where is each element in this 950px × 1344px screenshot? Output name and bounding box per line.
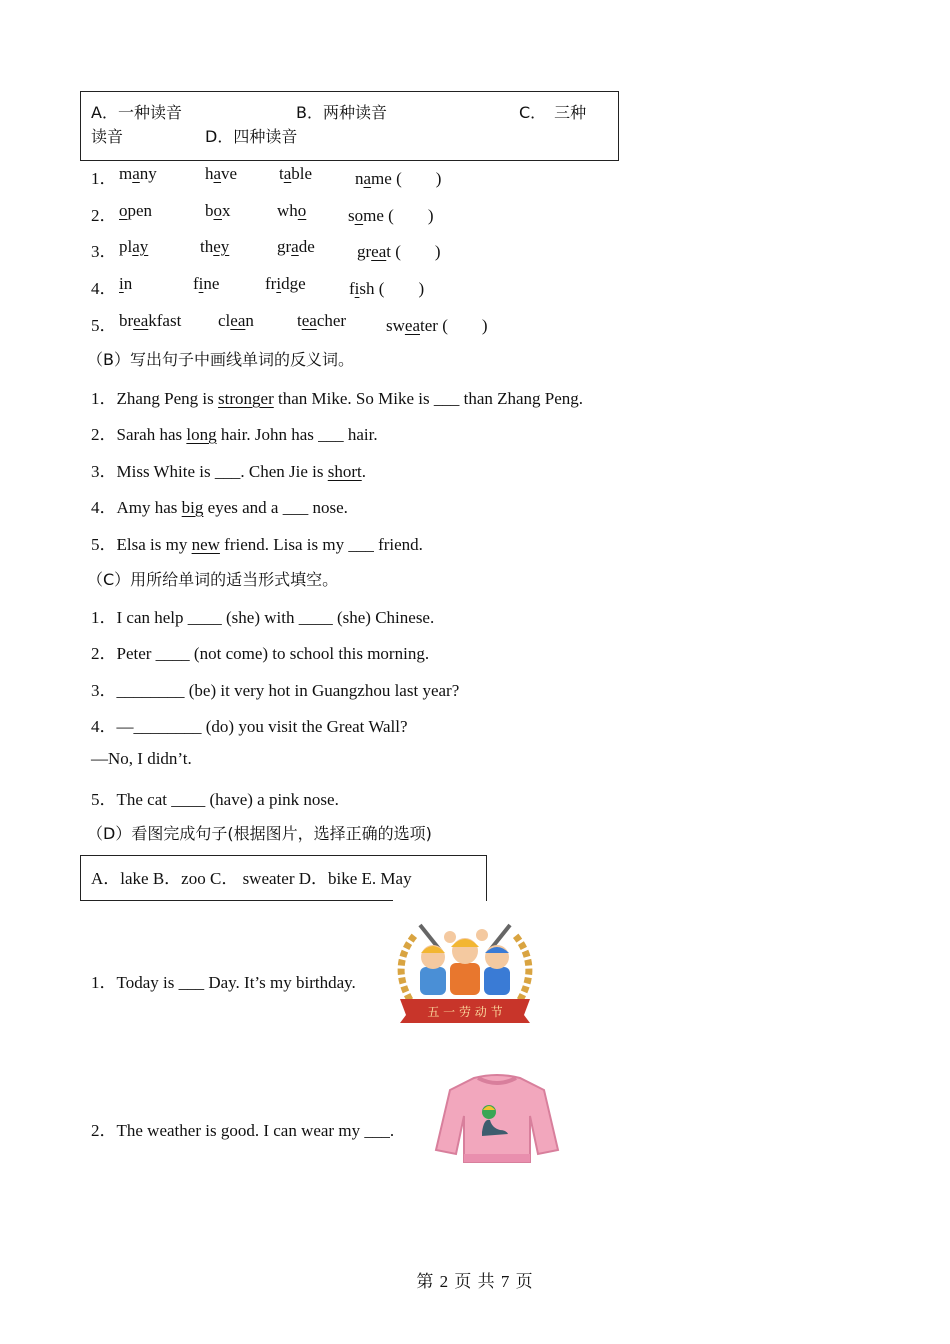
section-c-heading: （C）用所给单词的适当形式填空。 bbox=[87, 570, 339, 589]
phonics-word: box bbox=[205, 201, 231, 220]
phonics-item-number: 4． bbox=[91, 279, 117, 298]
picture-item-2: 2．The weather is good. I can wear my ___. bbox=[91, 1121, 395, 1140]
labor-day-picture bbox=[390, 915, 540, 1027]
phonics-word: fine bbox=[193, 274, 220, 293]
antonym-item: 3．Miss White is ___. Chen Jie is short. bbox=[91, 462, 366, 481]
option-b: B．两种读音 bbox=[296, 103, 387, 122]
phonics-word: fridge bbox=[265, 274, 306, 293]
phonics-word: many bbox=[119, 164, 157, 183]
phonics-word: breakfast bbox=[119, 311, 182, 330]
answer-bracket: ( ) bbox=[383, 206, 434, 225]
phonics-item-number: 1． bbox=[91, 169, 117, 188]
labor-day-banner-text: 五 一 劳 动 节 bbox=[427, 1005, 503, 1019]
picture-item-1: 1．Today is ___ Day. It’s my birthday. bbox=[91, 973, 356, 992]
phonics-word: play bbox=[119, 237, 149, 256]
section-d-heading: （D）看图完成句子(根据图片，选择正确的选项) bbox=[87, 824, 432, 843]
phonics-word: great ( ) bbox=[357, 242, 441, 261]
option-c-continued: 读音 bbox=[91, 127, 124, 146]
sweater-picture bbox=[434, 1072, 560, 1168]
antonym-item: 2．Sarah has long hair. John has ___ hair. bbox=[91, 425, 378, 444]
fill-item-4-answer: —No, I didn’t. bbox=[91, 749, 192, 768]
answer-bracket: ( ) bbox=[437, 316, 488, 335]
fill-item-2: 2．Peter ____ (not come) to school this morning. bbox=[91, 644, 430, 663]
answer-bracket: ( ) bbox=[391, 242, 441, 261]
option-d: D．四种读音 bbox=[205, 127, 298, 146]
option-c: C． 三种 bbox=[519, 103, 587, 122]
phonics-word: teacher bbox=[297, 311, 347, 330]
phonics-word: have bbox=[205, 164, 238, 183]
phonics-word: who bbox=[277, 201, 307, 220]
fill-item-4: 4．—________ (do) you visit the Great Wall? bbox=[91, 717, 408, 736]
phonics-item-number: 3． bbox=[91, 242, 117, 261]
phonics-word: open bbox=[119, 201, 153, 220]
page-footer: 第 2 页 共 7 页 bbox=[416, 1272, 534, 1291]
phonics-word: table bbox=[279, 164, 313, 183]
option-a: A．一种读音 bbox=[91, 103, 182, 122]
phonics-word: some ( ) bbox=[348, 206, 434, 225]
fill-item-5: 5．The cat ____ (have) a pink nose. bbox=[91, 790, 339, 809]
picture-options: A．lake B．zoo C． sweater D．bike E. May bbox=[91, 869, 412, 888]
answer-bracket: ( ) bbox=[391, 169, 442, 188]
antonym-item: 5．Elsa is my new friend. Lisa is my ___ friend. bbox=[91, 535, 423, 554]
fill-item-3: 3．________ (be) it very hot in Guangzhou last year? bbox=[91, 681, 460, 700]
phonics-word: in bbox=[119, 274, 133, 293]
phonics-word: sweater ( ) bbox=[386, 316, 488, 335]
phonics-word: grade bbox=[277, 237, 315, 256]
phonics-item-number: 5． bbox=[91, 316, 117, 335]
antonym-item: 1．Zhang Peng is stronger than Mike. So Mike is ___ than Zhang Peng. bbox=[91, 389, 584, 408]
picture-options-box-bottom bbox=[80, 900, 393, 901]
antonym-item: 4．Amy has big eyes and a ___ nose. bbox=[91, 498, 348, 517]
fill-item-1: 1．I can help ____ (she) with ____ (she) Chinese. bbox=[91, 608, 435, 627]
phonics-word: clean bbox=[218, 311, 254, 330]
phonics-word: they bbox=[200, 237, 230, 256]
phonics-word: name ( ) bbox=[355, 169, 442, 188]
answer-bracket: ( ) bbox=[374, 279, 425, 298]
section-b-heading: （B）写出句子中画线单词的反义词。 bbox=[87, 350, 354, 369]
phonics-item-number: 2． bbox=[91, 206, 117, 225]
phonics-word: fish ( ) bbox=[349, 279, 425, 298]
